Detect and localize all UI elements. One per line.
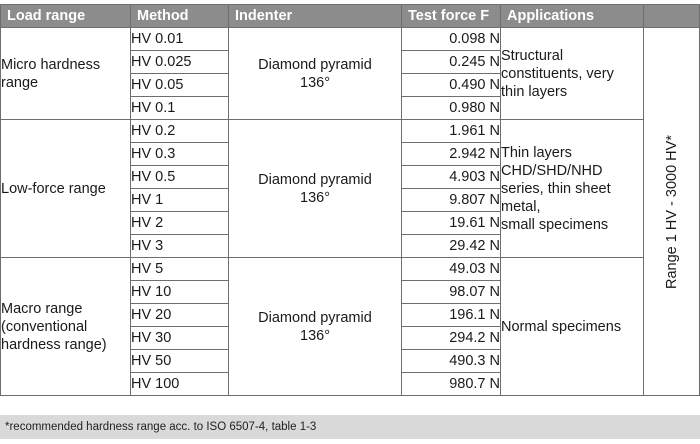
test-force-cell: 980.7 N [402, 373, 501, 396]
test-force-cell: 4.903 N [402, 166, 501, 189]
method-cell: HV 1 [131, 189, 229, 212]
test-force-cell: 0.980 N [402, 97, 501, 120]
applications-text: Thin layers [501, 144, 572, 161]
table-row [1, 28, 700, 51]
load-range-text: Macro range [1, 300, 83, 317]
test-force-cell: 2.942 N [402, 143, 501, 166]
header-row [1, 5, 700, 28]
load-range-text: range [1, 74, 39, 91]
applications-text: metal, [501, 198, 541, 215]
method-cell: HV 10 [131, 281, 229, 304]
test-force-cell: 19.61 N [402, 212, 501, 235]
method-cell: HV 0.3 [131, 143, 229, 166]
footnote: *recommended hardness range acc. to ISO 6507-4, table 1-3 [0, 415, 700, 439]
method-cell: HV 0.2 [131, 120, 229, 143]
test-force-cell: 49.03 N [402, 258, 501, 281]
applications-text: thin layers [501, 83, 568, 100]
indenter-text: 136° [300, 327, 330, 344]
table-row [1, 258, 700, 281]
table-row [1, 120, 700, 143]
applications-cell [501, 258, 644, 396]
header-load-range: Load range [1, 5, 131, 28]
applications-cell [501, 120, 644, 258]
header-indenter: Indenter [229, 5, 402, 28]
indenter-text: Diamond pyramid [258, 171, 372, 188]
test-force-cell: 0.245 N [402, 51, 501, 74]
test-force-cell: 294.2 N [402, 327, 501, 350]
indenter-cell [229, 258, 402, 396]
indenter-text: 136° [300, 74, 330, 91]
applications-text: series, thin sheet [501, 180, 611, 197]
table-body [1, 28, 700, 396]
hardness-range-cell [644, 28, 700, 396]
applications-text: Structural [501, 47, 564, 64]
vickers-hardness-table [0, 4, 700, 396]
applications-cell [501, 28, 644, 120]
header-method: Method [131, 5, 229, 28]
indenter-text: Diamond pyramid [258, 56, 372, 73]
applications-text: CHD/SHD/NHD [501, 162, 603, 179]
method-cell: HV 0.5 [131, 166, 229, 189]
indenter-text: Diamond pyramid [258, 309, 372, 326]
load-range-text: Low-force range [1, 180, 106, 197]
test-force-cell: 0.490 N [402, 74, 501, 97]
applications-text: Normal specimens [501, 318, 622, 335]
method-cell: HV 0.01 [131, 28, 229, 51]
applications-text: constituents, very [501, 65, 614, 82]
test-force-cell: 1.961 N [402, 120, 501, 143]
method-cell: HV 0.1 [131, 97, 229, 120]
load-range-cell [1, 28, 131, 120]
test-force-cell: 9.807 N [402, 189, 501, 212]
load-range-cell [1, 258, 131, 396]
header-range [644, 5, 700, 28]
load-range-text: Micro hardness [1, 56, 101, 73]
header-applications: Applications [501, 5, 644, 28]
test-force-cell: 490.3 N [402, 350, 501, 373]
method-cell: HV 5 [131, 258, 229, 281]
load-range-text: (conventional [1, 318, 88, 335]
load-range-cell [1, 120, 131, 258]
header-test-force: Test force F [402, 5, 501, 28]
indenter-cell [229, 120, 402, 258]
test-force-cell: 0.098 N [402, 28, 501, 51]
load-range-text: hardness range) [1, 336, 107, 353]
method-cell: HV 100 [131, 373, 229, 396]
method-cell: HV 30 [131, 327, 229, 350]
test-force-cell: 98.07 N [402, 281, 501, 304]
indenter-cell [229, 28, 402, 120]
hardness-range-label: Range 1 HV - 3000 HV* [663, 134, 680, 289]
method-cell: HV 50 [131, 350, 229, 373]
method-cell: HV 0.05 [131, 74, 229, 97]
test-force-cell: 29.42 N [402, 235, 501, 258]
indenter-text: 136° [300, 189, 330, 206]
method-cell: HV 0.025 [131, 51, 229, 74]
method-cell: HV 3 [131, 235, 229, 258]
method-cell: HV 20 [131, 304, 229, 327]
method-cell: HV 2 [131, 212, 229, 235]
test-force-cell: 196.1 N [402, 304, 501, 327]
applications-text: small specimens [501, 216, 609, 233]
